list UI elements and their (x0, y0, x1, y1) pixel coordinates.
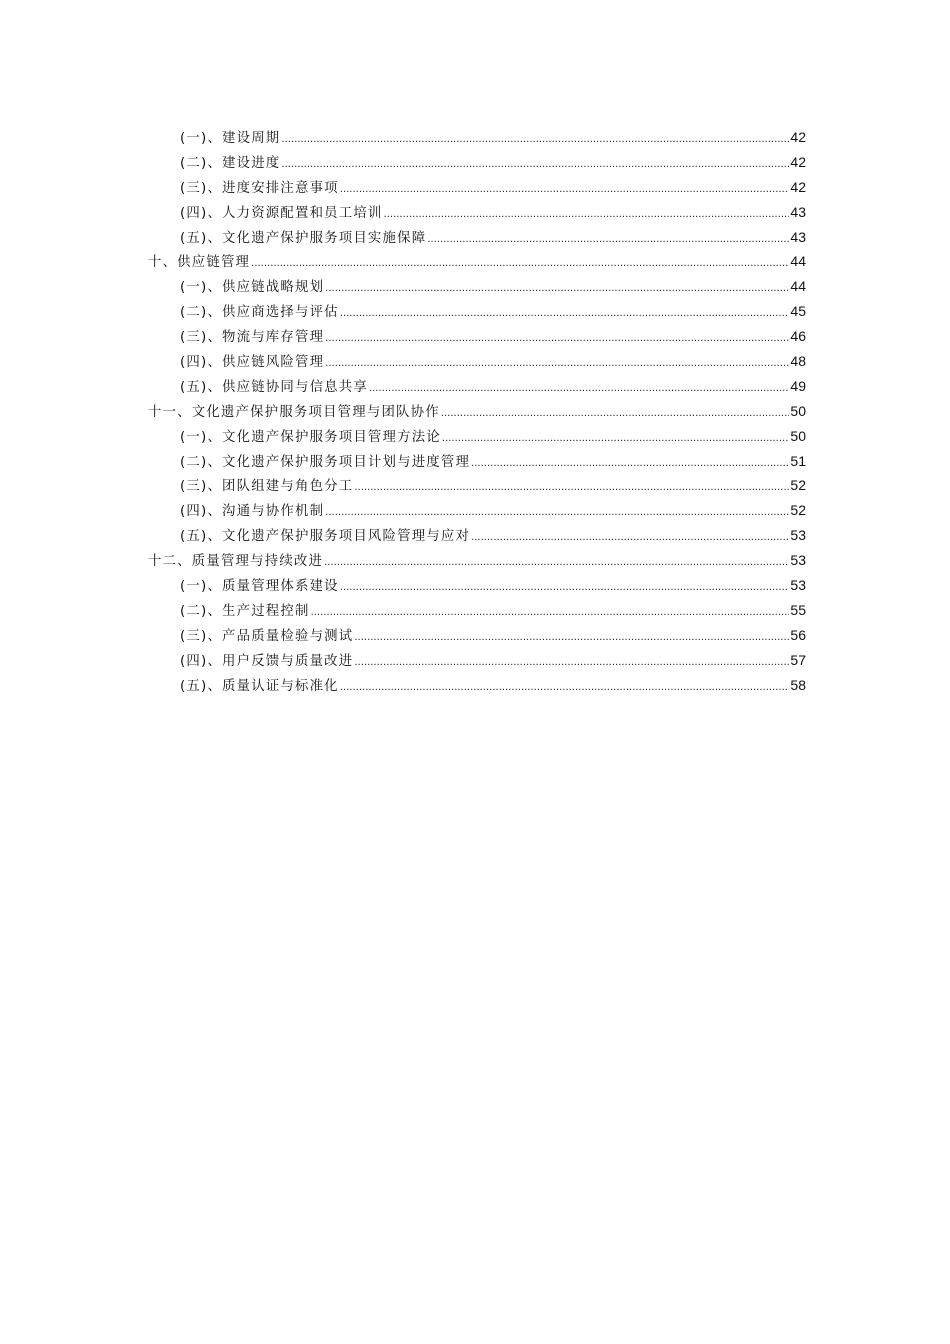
toc-page-number: 58 (790, 676, 806, 693)
toc-leader-dots (369, 377, 789, 402)
toc-entry-title: (三)、团队组建与角色分工 (180, 479, 354, 495)
toc-entry-title: (四)、供应链风险管理 (180, 355, 325, 371)
toc-entry[interactable] (148, 498, 806, 523)
toc-entry[interactable] (148, 598, 806, 623)
toc-entry[interactable] (148, 623, 806, 648)
toc-page-number: 45 (790, 303, 806, 320)
toc-page-number: 53 (790, 527, 806, 544)
toc-entry[interactable] (148, 200, 806, 225)
toc-leader-dots (340, 302, 790, 327)
toc-page-number: 57 (790, 651, 806, 668)
toc-entry[interactable] (148, 523, 806, 548)
toc-leader-dots (441, 402, 790, 427)
toc-chapter-title: 十一、文化遗产保护服务项目管理与团队协作 (148, 404, 440, 420)
toc-entry-title: (三)、产品质量检验与测试 (180, 628, 354, 644)
toc-entry-title: (一)、供应链战略规划 (180, 280, 325, 296)
toc-leader-dots (442, 427, 790, 452)
toc-page-number: 48 (790, 353, 806, 370)
toc-entry-title: (四)、用户反馈与质量改进 (180, 653, 354, 669)
toc-page-number: 44 (790, 278, 806, 295)
toc-entry[interactable] (148, 473, 806, 498)
toc-entry-title: (三)、物流与库存管理 (180, 330, 325, 346)
toc-entry[interactable] (148, 299, 806, 324)
toc-entry[interactable] (148, 225, 806, 250)
toc-page-number: 44 (790, 253, 806, 270)
toc-entry-title: (五)、质量认证与标准化 (180, 678, 339, 694)
toc-leader-dots (325, 352, 789, 377)
toc-leader-dots (384, 203, 790, 228)
toc-page-number: 42 (790, 129, 806, 145)
toc-chapter-entry[interactable] (148, 399, 806, 424)
toc-leader-dots (325, 501, 789, 526)
toc-leader-dots (340, 576, 790, 601)
toc-entry[interactable] (148, 648, 806, 673)
toc-leader-dots (281, 153, 789, 178)
toc-leader-dots (354, 651, 789, 676)
toc-leader-dots (340, 178, 790, 203)
toc-page-number: 49 (790, 377, 806, 394)
toc-chapter-entry[interactable] (148, 249, 806, 274)
toc-page-number: 53 (790, 552, 806, 569)
toc-leader-dots (354, 476, 789, 501)
toc-entry-title: (二)、生产过程控制 (180, 603, 310, 619)
toc-page-number: 50 (790, 402, 806, 419)
table-of-contents (148, 125, 806, 697)
toc-leader-dots (311, 601, 790, 626)
toc-page-number: 51 (790, 452, 806, 469)
toc-page-number: 55 (790, 601, 806, 618)
toc-leader-dots (354, 626, 789, 651)
toc-page-number: 42 (790, 178, 806, 195)
toc-page-number: 50 (790, 427, 806, 444)
toc-leader-dots (325, 277, 789, 302)
toc-entry[interactable] (148, 424, 806, 449)
toc-entry-title: (一)、建设周期 (180, 131, 281, 146)
toc-entry-title: (二)、供应商选择与评估 (180, 305, 339, 321)
toc-entry[interactable] (148, 324, 806, 349)
toc-page-number: 43 (790, 228, 806, 245)
toc-leader-dots (340, 676, 790, 701)
toc-chapter-title: 十、供应链管理 (148, 255, 251, 271)
toc-entry[interactable] (148, 274, 806, 299)
toc-page-number: 56 (790, 626, 806, 643)
toc-entry[interactable] (148, 150, 806, 175)
toc-leader-dots (471, 526, 789, 551)
toc-entry-title: (三)、进度安排注意事项 (180, 180, 339, 196)
toc-entry[interactable] (148, 374, 806, 399)
toc-entry[interactable] (148, 175, 806, 200)
toc-entry-title: (一)、文化遗产保护服务项目管理方法论 (180, 429, 441, 445)
toc-page-number: 53 (790, 577, 806, 594)
toc-entry-title: (四)、人力资源配置和员工培训 (180, 205, 383, 221)
toc-page-number: 52 (790, 502, 806, 519)
toc-leader-dots (324, 551, 789, 576)
toc-page-number: 46 (790, 328, 806, 345)
toc-entry-title: (五)、供应链协同与信息共享 (180, 379, 368, 395)
toc-page-number: 42 (790, 153, 806, 170)
toc-chapter-title: 十二、质量管理与持续改进 (148, 554, 324, 570)
toc-entry-title: (一)、质量管理体系建设 (180, 579, 339, 595)
toc-page-number: 43 (790, 203, 806, 220)
toc-leader-dots (281, 128, 789, 153)
toc-entry-title: (五)、文化遗产保护服务项目风险管理与应对 (180, 529, 471, 545)
toc-entry-title: (二)、文化遗产保护服务项目计划与进度管理 (180, 454, 471, 470)
toc-entry[interactable] (148, 573, 806, 598)
toc-entry[interactable] (148, 125, 806, 150)
toc-entry-title: (二)、建设进度 (180, 155, 281, 171)
toc-leader-dots (325, 327, 789, 352)
toc-page-number: 52 (790, 477, 806, 494)
toc-entry[interactable] (148, 673, 806, 698)
toc-entry[interactable] (148, 449, 806, 474)
toc-chapter-entry[interactable] (148, 548, 806, 573)
toc-entry[interactable] (148, 349, 806, 374)
toc-entry-title: (四)、沟通与协作机制 (180, 504, 325, 520)
toc-leader-dots (427, 228, 789, 253)
toc-leader-dots (471, 452, 789, 477)
toc-entry-title: (五)、文化遗产保护服务项目实施保障 (180, 230, 427, 246)
toc-leader-dots (251, 252, 789, 277)
